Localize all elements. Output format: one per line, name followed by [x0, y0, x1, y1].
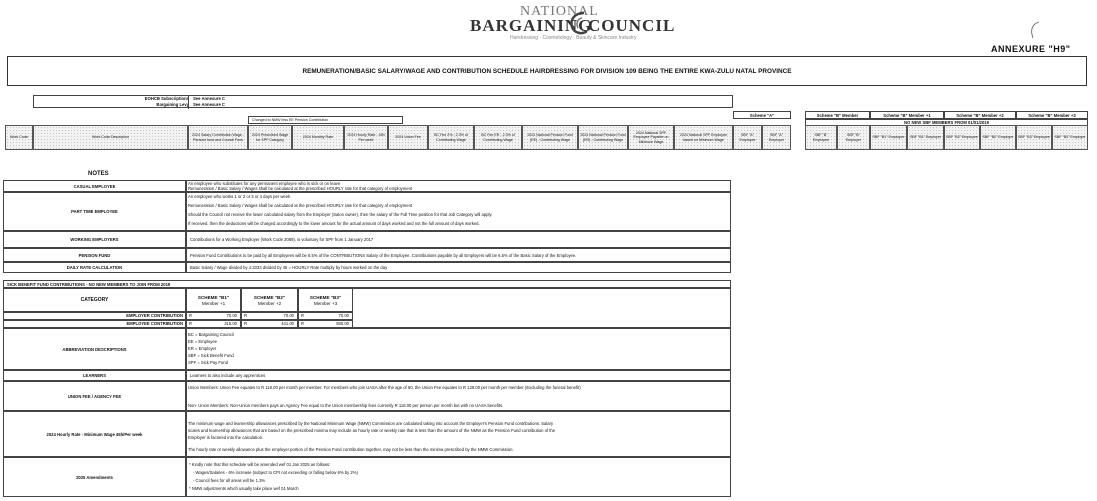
- daily-rate-text: Basic Salary / Wage divided by 4.3333 divided by 45 = HOURLY Rate multiply by hours worked on the day: [186, 262, 731, 273]
- col-header-work-code: Work Code: [5, 125, 33, 150]
- abbrev-item: SPF = Sick Pay Fund: [188, 360, 228, 365]
- annexure-label: ANNEXURE "H9": [991, 44, 1071, 54]
- hourly-rate-text: [186, 411, 731, 457]
- eohcb-value: See Annexure C: [193, 96, 225, 101]
- sbf-b2-sub: Member +2: [257, 301, 282, 306]
- pension-fund-label: PENSION FUND: [3, 248, 186, 262]
- union-fee-label: UNION FEE / AGENCY FEE: [3, 381, 186, 411]
- union-line-2: Non- Union Members: Non-Union members pays an Agency Fee equal to the Union membership fees currently R 118.00 per person per month but with no UASA benefits.: [188, 403, 504, 408]
- casual-line-2: Remuneration / Basic Salary / Wages shall be calculated at the prescribed HOURLY rate for that category of employment: [188, 186, 413, 191]
- abbrev-item: BC = Bargaining Council: [188, 332, 234, 337]
- signature-mark-icon: [1024, 20, 1046, 40]
- pension-change-note-text: Changed to NMW less EE Pension Contribution: [252, 117, 329, 122]
- sbf-employee-b3-value: 580.00: [336, 321, 349, 326]
- col-header-sbf-b-ee: SBF "B" Employee: [805, 125, 837, 150]
- sbf-b3-header: [298, 288, 353, 312]
- part-time-line-2: Remuneration / Basic Salary / Wages shall be calculated at the prescribed HOURLY rate for that category of employment: [188, 203, 413, 208]
- sbf-section-title: SICK BENEFIT FUND CONTRIBUTIONS - NO NEW MEMBERS TO JOIN FROM 2019: [3, 280, 731, 288]
- currency-symbol: R: [244, 321, 248, 326]
- col-header-salary-contribution: 2024 Salary Contribution Wage - Pension fund and Council Fees: [188, 125, 248, 150]
- sbf-employee-b1-value: 315.00: [224, 321, 237, 326]
- eohcb-label: EOHCB Subscriptions: [144, 96, 189, 101]
- working-employers-label: WORKING EMPLOYERS: [3, 231, 186, 248]
- sbf-employee-b1: [186, 320, 241, 328]
- col-header-sbf-b-er: SBF "B" Employer: [837, 125, 870, 150]
- learners-text: Learners to also include any apprentices: [186, 370, 731, 381]
- col-header-pension-er: 2024 National Pension Fund (ER) - Contributing Wage: [578, 125, 628, 150]
- sbf-employee-row-label: EMPLOYEE CONTRIBUTION: [3, 320, 186, 328]
- abbrev-item: EE = Employee: [188, 339, 217, 344]
- sbf-b1-sub: Member +1: [201, 301, 226, 306]
- col-header-spf-ee: 2024 National SPF Employee Payable on Minimum Wage: [628, 125, 674, 150]
- abbrev-item: ER = Employer: [188, 346, 217, 351]
- amend-line-1: * Kindly note that this schedule will be amended wef 01 Jan 2025 as follows:: [189, 462, 331, 467]
- abbrev-item: SBF = Sick Benefit Fund: [188, 353, 234, 358]
- schedule-title: REMUNERATION/BASIC SALARY/WAGE AND CONTRIBUTION SCHEDULE HAIRDRESSING FOR DIVISION 109 BEING THE ENTIRE KWA-ZULU NATAL PROVINCE: [302, 68, 792, 75]
- logo-tagline: Hairdressing · Cosmetology · Beauty & Skincare Industry: [510, 35, 637, 41]
- scheme-a-header: Scheme "A": [733, 111, 791, 119]
- hourly-line-4: The hourly rate or weekly allowance plus the employer portion of the Pension Fund contribution together, may not be less than the minima prescribed by the NMW Commission.: [188, 447, 514, 452]
- scheme-b1-header: Scheme "B" Member +1: [870, 111, 944, 119]
- scheme-b3-header: Scheme "B" Member +3: [1016, 111, 1088, 119]
- currency-symbol: R: [301, 321, 305, 326]
- col-header-union-fee: 2024 Union Fee: [388, 125, 428, 150]
- logo-bargaining-text: BARGAINING: [470, 16, 593, 35]
- pension-fund-text: Pension Fund Contributions to be paid by all Employees will be 6.5% of the CONTRIBUTIONS Salary of the Employee. Contributions payable by all Employers will be 6.5% of the Basic Salary of the Employee.: [186, 248, 731, 262]
- currency-symbol: R: [189, 313, 193, 318]
- amendments-label: 2025 Amendments: [3, 457, 186, 497]
- amend-line-4: * NMW adjustments which usually take place wef 01 March: [189, 486, 299, 491]
- part-time-line-1: An employee who works 1 or 2 or 3 or 4 days per week: [188, 194, 291, 199]
- swirl-icon: [568, 10, 590, 36]
- sbf-category-label: CATEGORY: [3, 288, 186, 312]
- bargaining-levy-label: Bargaining Levy: [156, 102, 189, 107]
- sbf-b3-head: SCHEME "B3": [309, 295, 342, 300]
- col-header-sbf-b3-er: SBF "B3" Employer: [1052, 125, 1088, 150]
- col-header-sbf-b1-er: SBF "B1" Employer: [907, 125, 944, 150]
- amend-line-3: - Council fees for all areas will be 1.3%: [193, 478, 266, 483]
- casual-employee-label: CASUAL EMPLOYEE: [3, 180, 186, 192]
- working-employers-text: Contributions for a Working Employer (Work Code 2089), is voluntary for SPF from 1 January 2017: [186, 231, 731, 248]
- scheme-b-member-header: Scheme "B" Member: [805, 111, 870, 119]
- col-header-sbf-b2-ee: SBF "B2" Employee: [944, 125, 980, 150]
- abbreviation-label: ABBREVIATION DESCRIPTIONS: [3, 328, 186, 370]
- col-header-bc-fee-ee: BC Fee 2% - 2.3% of Contributing Wage: [428, 125, 474, 150]
- hourly-line-3: Employer is factored into the calculation.: [188, 435, 264, 440]
- hourly-line-2: scales and learnership allowances that are based on the prescribed minima may include an hourly rate or weekly rate that is less than the amount of the NMW as the Pension Fund contribution of the: [188, 428, 556, 433]
- sbf-employee-b2-value: 441.00: [281, 321, 294, 326]
- notes-title: NOTES: [88, 171, 109, 177]
- col-header-sbf-b3-ee: SBF "B3" Employee: [1016, 125, 1052, 150]
- logo-national-text: NATIONAL: [520, 4, 599, 19]
- col-header-hourly-rate: 2024 Hourly Rate - 45h Per week: [344, 125, 388, 150]
- sbf-employer-b3-value: 70.00: [338, 313, 349, 318]
- col-header-spf-er: 2024 National SPF Employee based on Minimum Wage: [674, 125, 733, 150]
- sbf-employer-b1-value: 70.00: [226, 313, 237, 318]
- pension-change-note: [248, 116, 403, 124]
- title-box: [7, 56, 1087, 86]
- col-header-sbf-a-er: SBF "A" Employer: [762, 125, 791, 150]
- col-header-monthly-rate: 2024 Monthly Rate: [292, 125, 344, 150]
- currency-symbol: R: [189, 321, 193, 326]
- col-header-sbf-b1-ee: SBF "B1" Employee: [870, 125, 907, 150]
- amend-line-2: - Wages/Salaries - 6% increase (subject to CPI not exceeding or falling below 6% by 2%): [193, 470, 358, 475]
- col-header-description: Work Code Description: [33, 125, 188, 150]
- no-new-members-note: NO NEW SBF MEMBERS FROM 01/01/2019: [805, 119, 1088, 126]
- sbf-employee-b2: [241, 320, 298, 328]
- hourly-line-1: The minimum wage and learnership allowances prescribed by the National Minimum Wage (NMW) Commission are calculated taking into account the Employer's Pension Fund contributions. Salary: [188, 421, 554, 426]
- col-header-sbf-a-ee: SBF "A" Employee: [733, 125, 762, 150]
- logo-council-text: COUNCIL: [588, 16, 676, 35]
- sbf-employer-row-label: EMPLOYER CONTRIBUTION: [3, 312, 186, 320]
- currency-symbol: R: [244, 313, 248, 318]
- abbreviation-list: [186, 328, 731, 370]
- bargaining-levy-value: See Annexure C: [193, 102, 225, 107]
- col-header-pension-ee: 2024 National Pension Fund (EE) - Contributing Wage: [522, 125, 578, 150]
- sbf-b2-head: SCHEME "B2": [253, 295, 286, 300]
- union-line-1: Union Members: Union Fee equates to R 118.00 per month per member. For members who join UASA after the age of 60, the Union Fee equates to R 129.00 per month per member (Excluding the funeral benefit): [188, 385, 581, 390]
- daily-rate-label: DAILY RATE CALCULATION: [3, 262, 186, 273]
- levies-box: [33, 95, 733, 108]
- scheme-b2-header: Scheme "B" Member +2: [944, 111, 1016, 119]
- union-fee-text: [186, 381, 731, 411]
- sbf-b1-head: SCHEME "B1": [197, 295, 230, 300]
- sbf-employer-b1: [186, 312, 241, 320]
- col-header-bc-fee-er: BC Fee ER - 2.3% of Contributing Wage: [474, 125, 522, 150]
- sbf-employer-b2-value: 70.00: [283, 313, 294, 318]
- amendments-text: [186, 457, 731, 497]
- currency-symbol: R: [301, 313, 305, 318]
- sbf-b2-header: [241, 288, 298, 312]
- bargaining-council-logo: [470, 4, 676, 44]
- part-time-employee-label: PART TIME EMPLOYEE: [3, 192, 186, 231]
- part-time-line-3: Should the Council not receive the lower calculated salary from the Employer (Salon owner), then the salary of the Full Time position for that Job Category will apply.: [188, 212, 493, 217]
- sbf-employer-b3: [298, 312, 353, 320]
- col-header-prescribed-wage: 2024 Prescribed Wage for SPF Category: [248, 125, 292, 150]
- col-header-sbf-b2-er: SBF "B2" Employer: [980, 125, 1016, 150]
- part-time-line-4: If received, then the deductions will be charged accordingly to the lower amount for the actual amount of days worked and not the full amount of days worked.: [188, 221, 480, 226]
- sbf-employer-b2: [241, 312, 298, 320]
- sbf-b3-sub: Member +3: [313, 301, 338, 306]
- part-time-employee-text: [186, 192, 731, 231]
- casual-line-1: An employee who substitutes for any permanent employee who is sick or on leave: [188, 181, 341, 186]
- learners-label: LEARNERS: [3, 370, 186, 381]
- sbf-employee-b3: [298, 320, 353, 328]
- casual-employee-text: [186, 180, 731, 192]
- sbf-b1-header: [186, 288, 241, 312]
- hourly-rate-label: 2024 Hourly Rate - Minimum Wage 45h/Per week: [3, 411, 186, 457]
